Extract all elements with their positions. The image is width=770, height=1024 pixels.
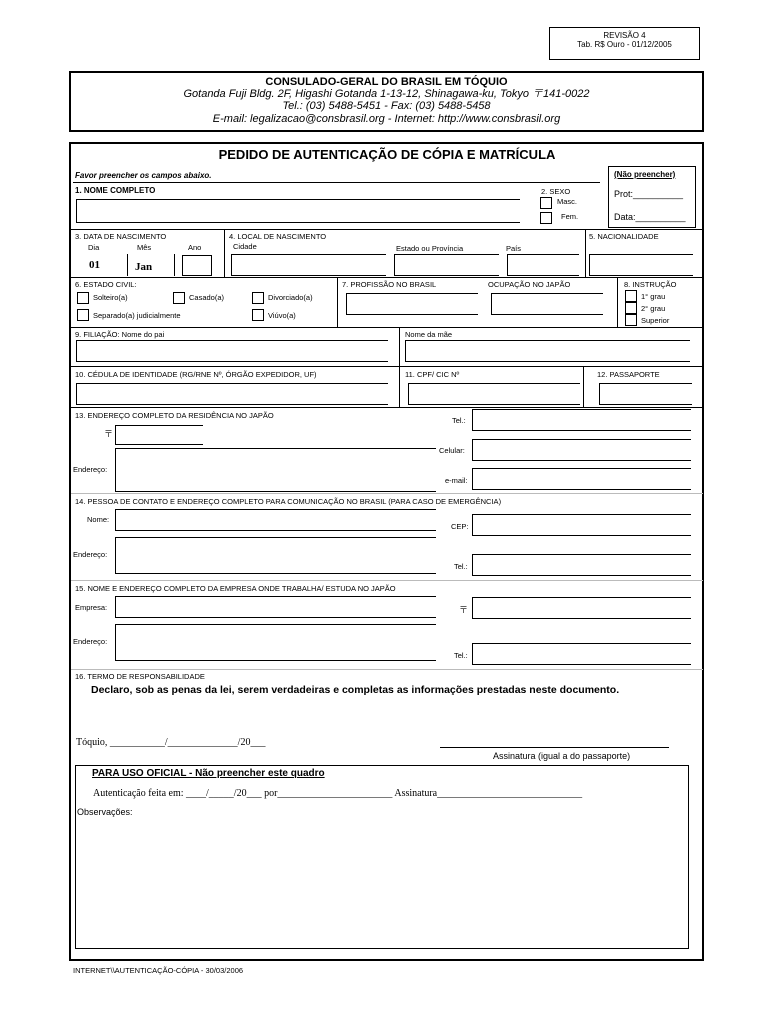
solteiro-checkbox[interactable] xyxy=(77,292,89,304)
endereco-japao-input[interactable] xyxy=(115,448,436,492)
divider xyxy=(399,366,400,407)
footer-text: INTERNET\\AUTENTICAÇÃO-CÓPIA - 30/03/2006 xyxy=(73,966,244,975)
divider xyxy=(617,277,618,327)
dia-label: Dia xyxy=(88,243,100,252)
grau1-label: 1° grau xyxy=(641,292,666,301)
divider xyxy=(71,580,703,581)
nacionalidade-input[interactable] xyxy=(589,254,693,276)
endereco-label: Endereço: xyxy=(73,465,108,474)
email-label: e-mail: xyxy=(445,476,468,485)
divider xyxy=(399,327,400,366)
estado-input[interactable] xyxy=(394,254,499,276)
nome-contato-input[interactable] xyxy=(115,509,436,531)
divider xyxy=(71,493,703,494)
passaporte-input[interactable] xyxy=(599,383,692,405)
cedula-label: 10. CÉDULA DE IDENTIDADE (RG/RNE Nº, ÓRGÃO EXPEDIDOR, UF) xyxy=(75,370,317,379)
toquio-date-line[interactable]: Tóquio, ___________/______________/20___ xyxy=(76,737,266,748)
pais-label: País xyxy=(506,244,522,253)
nome-contato-label: Nome: xyxy=(87,515,110,524)
filiacao-label: 9. FILIAÇÃO: Nome do pai xyxy=(75,330,165,339)
tel-label: Tel.: xyxy=(452,416,466,425)
cpf-input[interactable] xyxy=(408,383,580,405)
empresa-title-label: 15. NOME E ENDEREÇO COMPLETO DA EMPRESA ONDE TRABALHA/ ESTUDA NO JAPÃO xyxy=(75,584,396,593)
cidade-input[interactable] xyxy=(231,254,386,276)
estado-civil-label: 6. ESTADO CIVIL: xyxy=(75,280,137,289)
separado-checkbox[interactable] xyxy=(77,309,89,321)
revision-box xyxy=(549,27,700,60)
declaro-text: Declaro, sob as penas da lei, serem verdadeiras e completas as informações prestadas neste documento. xyxy=(91,684,620,696)
viuvo-checkbox[interactable] xyxy=(252,309,264,321)
divider xyxy=(585,229,586,277)
divider xyxy=(174,254,175,276)
divider xyxy=(224,229,225,277)
estado-label: Estado ou Província xyxy=(396,244,464,253)
fem-checkbox[interactable] xyxy=(540,212,552,224)
superior-checkbox[interactable] xyxy=(625,314,637,326)
nascimento-label: 3. DATA DE NASCIMENTO xyxy=(75,232,167,241)
postal-empresa-input[interactable] xyxy=(472,597,691,619)
solteiro-label: Solteiro(a) xyxy=(93,293,128,302)
cidade-label: Cidade xyxy=(233,242,257,251)
tel-input[interactable] xyxy=(472,409,691,431)
endereco-contato-label: Endereço: xyxy=(73,550,108,559)
consulate-address: Gotanda Fuji Bldg. 2F, Higashi Gotanda 1-13-12, Shinagawa-ku, Tokyo 〒141-0022 xyxy=(183,88,590,100)
consulate-name: CONSULADO-GERAL DO BRASIL EM TÓQUIO xyxy=(265,76,508,88)
celular-input[interactable] xyxy=(472,439,691,461)
postal-input[interactable] xyxy=(115,425,203,445)
form-title: PEDIDO DE AUTENTICAÇÃO DE CÓPIA E MATRÍCULA xyxy=(218,147,556,162)
cep-label: CEP: xyxy=(451,522,469,531)
divider xyxy=(71,277,703,278)
divider xyxy=(127,254,128,276)
tel-contato-input[interactable] xyxy=(472,554,691,576)
divorciado-checkbox[interactable] xyxy=(252,292,264,304)
divider xyxy=(71,407,703,408)
divorciado-label: Divorciado(a) xyxy=(268,293,313,302)
nome-input[interactable] xyxy=(76,199,520,223)
divider xyxy=(583,366,584,407)
consulate-header xyxy=(69,71,704,132)
ocupacao-input[interactable] xyxy=(491,293,603,315)
termo-label: 16. TERMO DE RESPONSABILIDADE xyxy=(75,672,205,681)
autenticacao-line: Autenticação feita em: ____/_____/20___ por_______________________ Assinatura_____________________________ xyxy=(93,788,583,799)
grau2-checkbox[interactable] xyxy=(625,302,637,314)
sexo-label: 2. SEXO xyxy=(541,187,571,196)
instrucao-label: 8. INSTRUÇÃO xyxy=(624,280,677,289)
profissao-label: 7. PROFISSÃO NO BRASIL xyxy=(342,280,437,289)
signature-line[interactable] xyxy=(440,747,669,748)
form-instruction: Favor preencher os campos abaixo. xyxy=(75,171,212,180)
pais-input[interactable] xyxy=(507,254,579,276)
revision-date: Tab. R$ Ouro - 01/12/2005 xyxy=(577,40,672,49)
cedula-input[interactable] xyxy=(76,383,388,405)
mes-value[interactable]: Jan xyxy=(135,261,153,273)
grau1-checkbox[interactable] xyxy=(625,290,637,302)
observacoes-label: Observações: xyxy=(77,807,133,817)
consulate-phone: Tel.: (03) 5488-5451 - Fax: (03) 5488-5458 xyxy=(282,100,491,112)
cpf-label: 11. CPF/ CIC Nº xyxy=(405,370,460,379)
contato-label: 14. PESSOA DE CONTATO E ENDEREÇO COMPLETO PARA COMUNICAÇÃO NO BRASIL (PARA CASO DE EMERGÊNCIA) xyxy=(75,497,502,506)
celular-label: Celular: xyxy=(439,446,465,455)
cep-input[interactable] xyxy=(472,514,691,536)
official-title: PARA USO OFICIAL - Não preencher este quadro xyxy=(92,768,325,779)
prot-label: Prot:__________ xyxy=(614,189,684,199)
fem-label: Fem. xyxy=(561,212,579,221)
postal-empresa-symbol: 〒 xyxy=(459,605,469,615)
divider xyxy=(337,277,338,327)
mes-label: Mês xyxy=(137,243,152,252)
postal-symbol: 〒 xyxy=(104,429,114,439)
divider xyxy=(73,182,600,183)
casado-label: Casado(a) xyxy=(189,293,225,302)
nacionalidade-label: 5. NACIONALIDADE xyxy=(589,232,659,241)
empresa-input[interactable] xyxy=(115,596,436,618)
nome-label: 1. NOME COMPLETO xyxy=(75,186,156,195)
ocupacao-label: OCUPAÇÃO NO JAPÃO xyxy=(488,280,571,289)
tel-contato-label: Tel.: xyxy=(454,562,468,571)
masc-label: Masc. xyxy=(557,197,578,206)
pai-input[interactable] xyxy=(76,340,388,362)
endereco-empresa-label: Endereço: xyxy=(73,637,108,646)
casado-checkbox[interactable] xyxy=(173,292,185,304)
endereco-empresa-input[interactable] xyxy=(115,624,436,661)
profissao-input[interactable] xyxy=(346,293,478,315)
passaporte-label: 12. PASSAPORTE xyxy=(597,370,660,379)
tel-empresa-input[interactable] xyxy=(472,643,691,665)
separado-label: Separado(a) judicialmente xyxy=(93,311,181,320)
assinatura-label: Assinatura (igual a do passaporte) xyxy=(493,751,631,761)
endereco-japao-label: 13. ENDEREÇO COMPLETO DA RESIDÊNCIA NO JAPÃO xyxy=(75,411,274,420)
divider xyxy=(71,229,703,230)
dia-value[interactable]: 01 xyxy=(89,259,100,271)
divider xyxy=(71,327,703,328)
empresa-label: Empresa: xyxy=(75,603,108,612)
ano-input[interactable] xyxy=(182,255,212,276)
consulate-contact: E-mail: legalizacao@consbrasil.org - Internet: http://www.consbrasil.org xyxy=(212,113,561,125)
nao-preencher-label: (Não preencher) xyxy=(614,170,676,179)
endereco-contato-input[interactable] xyxy=(115,537,436,574)
divider xyxy=(71,669,703,670)
data-label: Data:__________ xyxy=(614,212,686,222)
grau2-label: 2° grau xyxy=(641,304,666,313)
revision-label: REVISÃO 4 xyxy=(603,31,646,40)
tel-empresa-label: Tel.: xyxy=(454,651,468,660)
ano-label: Ano xyxy=(188,243,202,252)
viuvo-label: Viúvo(a) xyxy=(268,311,296,320)
email-input[interactable] xyxy=(472,468,691,490)
mae-input[interactable] xyxy=(405,340,690,362)
masc-checkbox[interactable] xyxy=(540,197,552,209)
mae-label: Nome da mãe xyxy=(405,330,453,339)
divider xyxy=(71,366,703,367)
local-label: 4. LOCAL DE NASCIMENTO xyxy=(229,232,327,241)
superior-label: Superior xyxy=(641,316,670,325)
